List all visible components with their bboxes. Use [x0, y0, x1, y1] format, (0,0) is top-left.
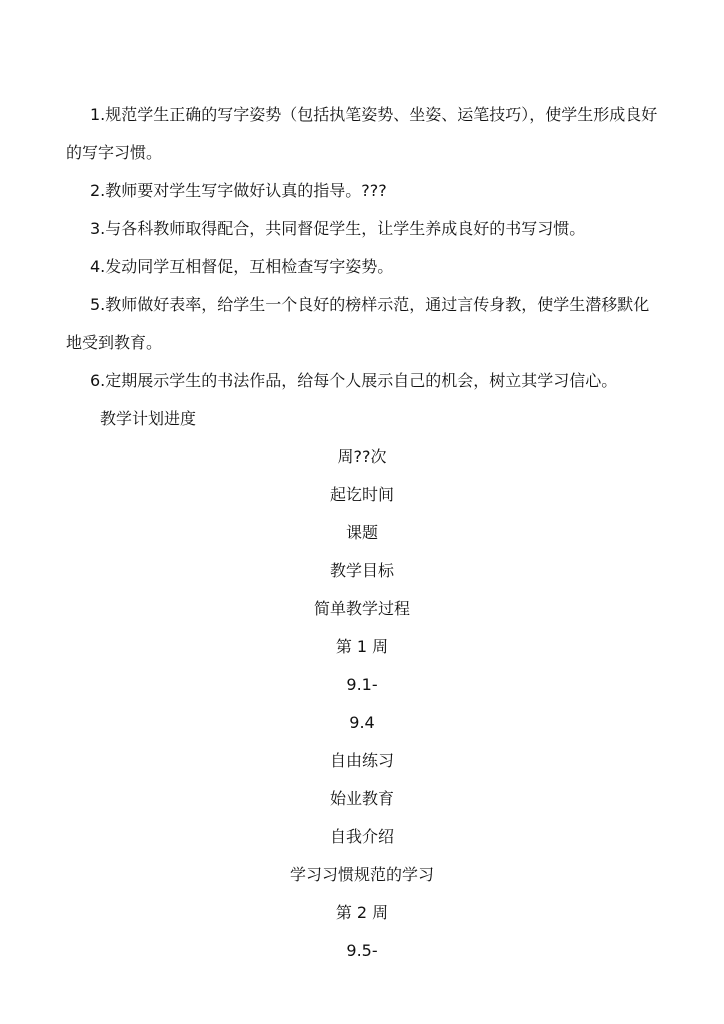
table-cell-week-2: 第 2 周	[335, 903, 389, 922]
table-cell-week-1: 第 1 周	[335, 637, 389, 656]
table-cell-date-start-1: 9.1-	[346, 675, 378, 694]
paragraph-5: 5.教师做好表率，给学生一个良好的榜样示范，通过言传身教，使学生潜移默化地受到教育。	[66, 295, 650, 352]
table-cell-goal-1a: 始业教育	[329, 789, 394, 808]
section-heading: 教学计划进度	[100, 409, 197, 428]
paragraph-1: 1.规范学生正确的写字姿势（包括执笔姿势、坐姿、运笔技巧），使学生形成良好的写字习惯。	[66, 105, 658, 162]
table-cell-process-header: 简单教学过程	[313, 599, 410, 618]
table-cell-date-start-2: 9.5-	[346, 941, 378, 960]
paragraph-3: 3.与各科教师取得配合，共同督促学生，让学生养成良好的书写习惯。	[90, 219, 586, 238]
table-cell-week-header: 周??次	[337, 447, 387, 466]
table-cell-date-end-1: 9.4	[349, 713, 375, 732]
table-cell-time-header: 起讫时间	[329, 485, 394, 504]
table-cell-goal-1b: 自我介绍	[329, 827, 394, 846]
paragraph-4: 4.发动同学互相督促，互相检查写字姿势。	[90, 257, 394, 276]
table-cell-topic-1: 自由练习	[329, 751, 394, 770]
paragraph-2: 2.教师要对学生写字做好认真的指导。???	[90, 181, 387, 200]
table-cell-goal-header: 教学目标	[329, 561, 394, 580]
table-cell-topic-header: 课题	[345, 523, 378, 542]
table-cell-process-1: 学习习惯规范的学习	[289, 865, 434, 884]
paragraph-6: 6.定期展示学生的书法作品，给每个人展示自己的机会，树立其学习信心。	[90, 371, 618, 390]
